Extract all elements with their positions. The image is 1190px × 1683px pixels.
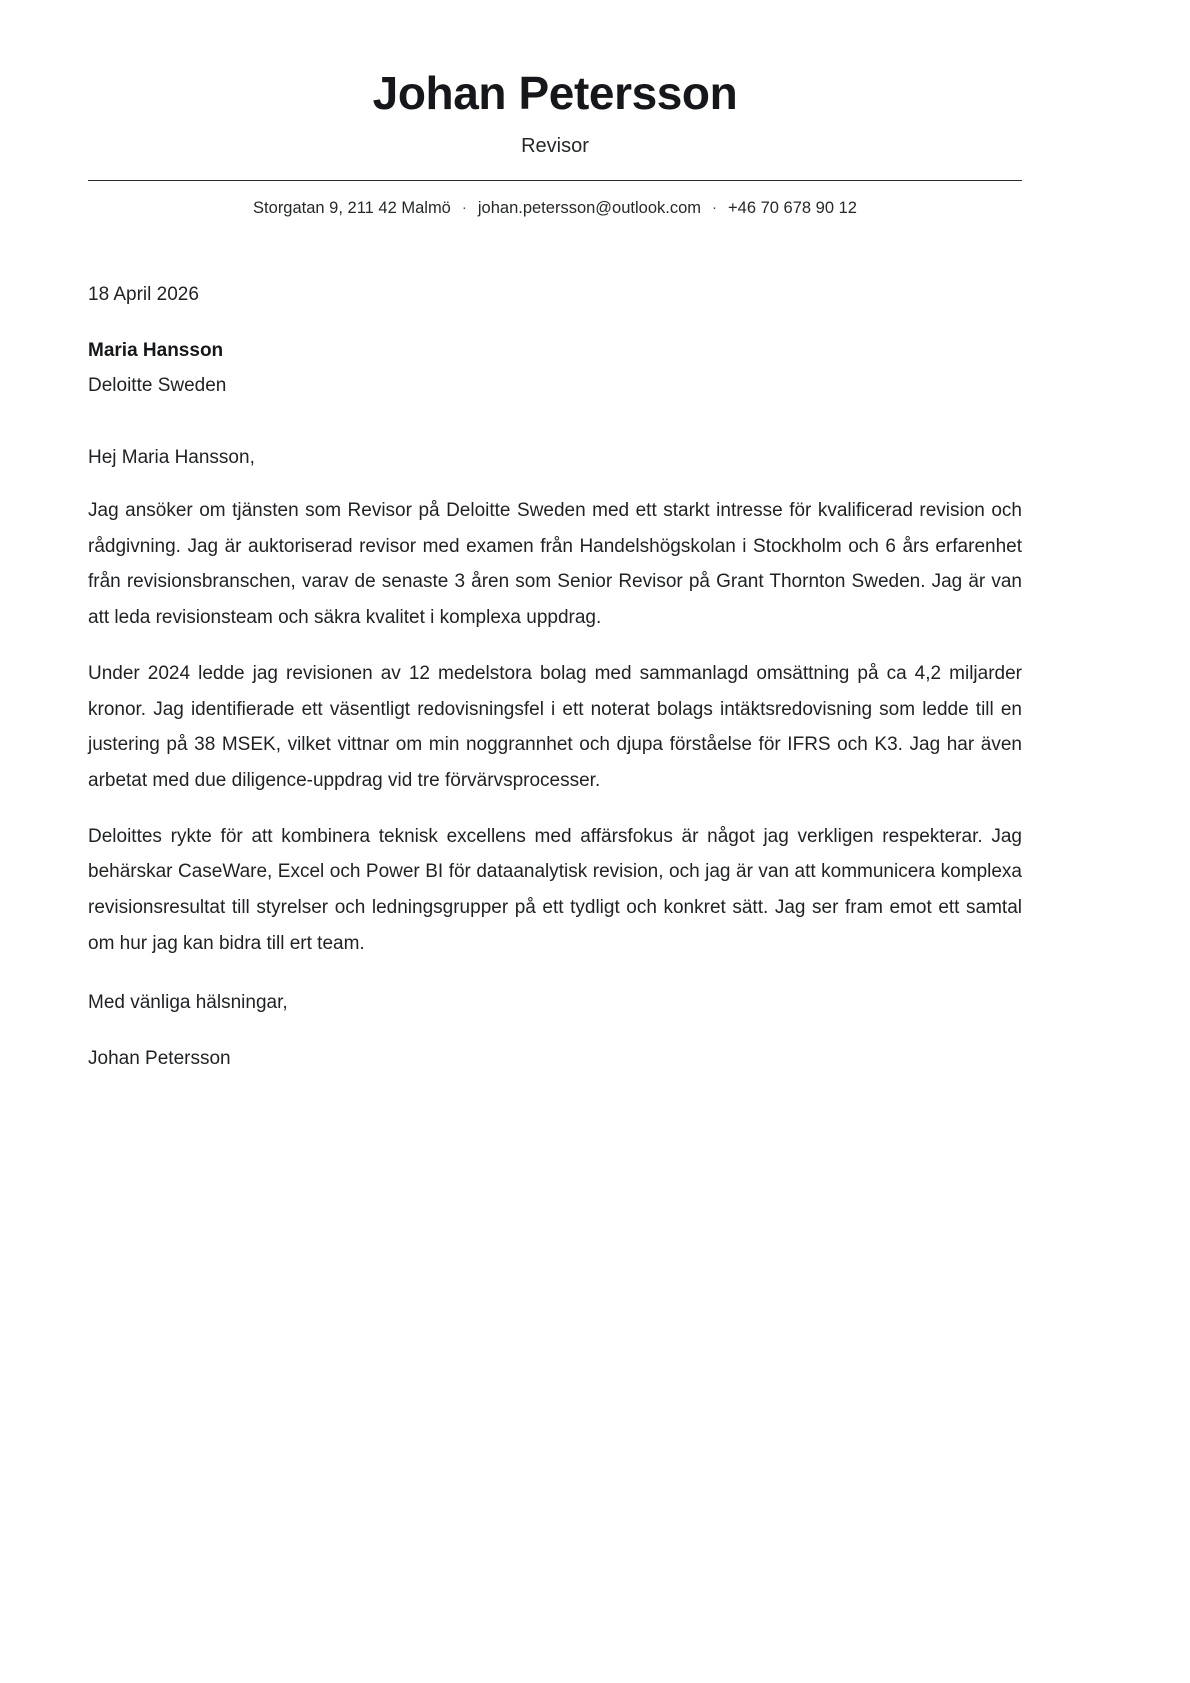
contact-separator-icon: · [712,198,718,216]
body-paragraph-2: Under 2024 ledde jag revisionen av 12 medelstora bolag med sammanlagd omsättning på ca 4,2 miljarder kronor. Jag identifierade ett väsentligt redovisningsfel i ett noterat bolags intäktsredovisning som ledde till en justering på 38 MSEK, vilket vittnar om min noggrannhet och djupa förståelse för IFRS och K3. Jag har även arbetat med due diligence-uppdrag vid tre förvärvsprocesser. [88,662,1022,791]
recipient-block [88,337,1022,400]
contact-separator-icon: · [461,198,467,216]
letter-sheet [88,0,1022,1074]
contact-email[interactable]: johan.petersson@outlook.com [477,198,702,217]
contact-phone[interactable]: +46 70 678 90 12 [728,198,857,217]
body-paragraph-3: Deloittes rykte för att kombinera teknisk excellens med affärsfokus är något jag verkligen respekterar. Jag behärskar CaseWare, Excel och Power BI för dataanalytisk revision, och jag är van att kommunicera komplexa revisionsresultat till styrelser och ledningsgrupper på ett tydligt och konkret sätt. Jag ser fram emot ett samtal om hur jag kan bidra till ert team. [88,825,1022,954]
applicant-role: Revisor [521,134,589,157]
recipient-company: Deloitte Sweden [88,374,227,396]
applicant-name: Johan Petersson [372,67,738,119]
contact-address: Storgatan 9, 211 42 Malmö [253,198,451,217]
letter-header [88,0,1022,219]
body-paragraph-1: Jag ansöker om tjänsten som Revisor på Deloitte Sweden med ett starkt intresse för kvalificerad revision och rådgivning. Jag är auktoriserad revisor med examen från Handelshögskolan i Stockholm och 6 års erfarenhet från revisionsbranschen, varav de senaste 3 åren som Senior Revisor på Grant Thornton Sweden. Jag är van att leda revisionsteam och säkra kvalitet i komplexa uppdrag. [88,499,1022,629]
letter-date: 18 April 2026 [88,283,199,305]
header-divider [88,180,1022,181]
contact-line [88,198,1022,219]
closing-line: Med vänliga hälsningar, [88,991,288,1013]
letter-body [88,281,1022,1074]
recipient-name: Maria Hansson [88,340,224,362]
signature-name: Johan Petersson [88,1047,231,1069]
salutation: Hej Maria Hansson, [88,447,255,469]
